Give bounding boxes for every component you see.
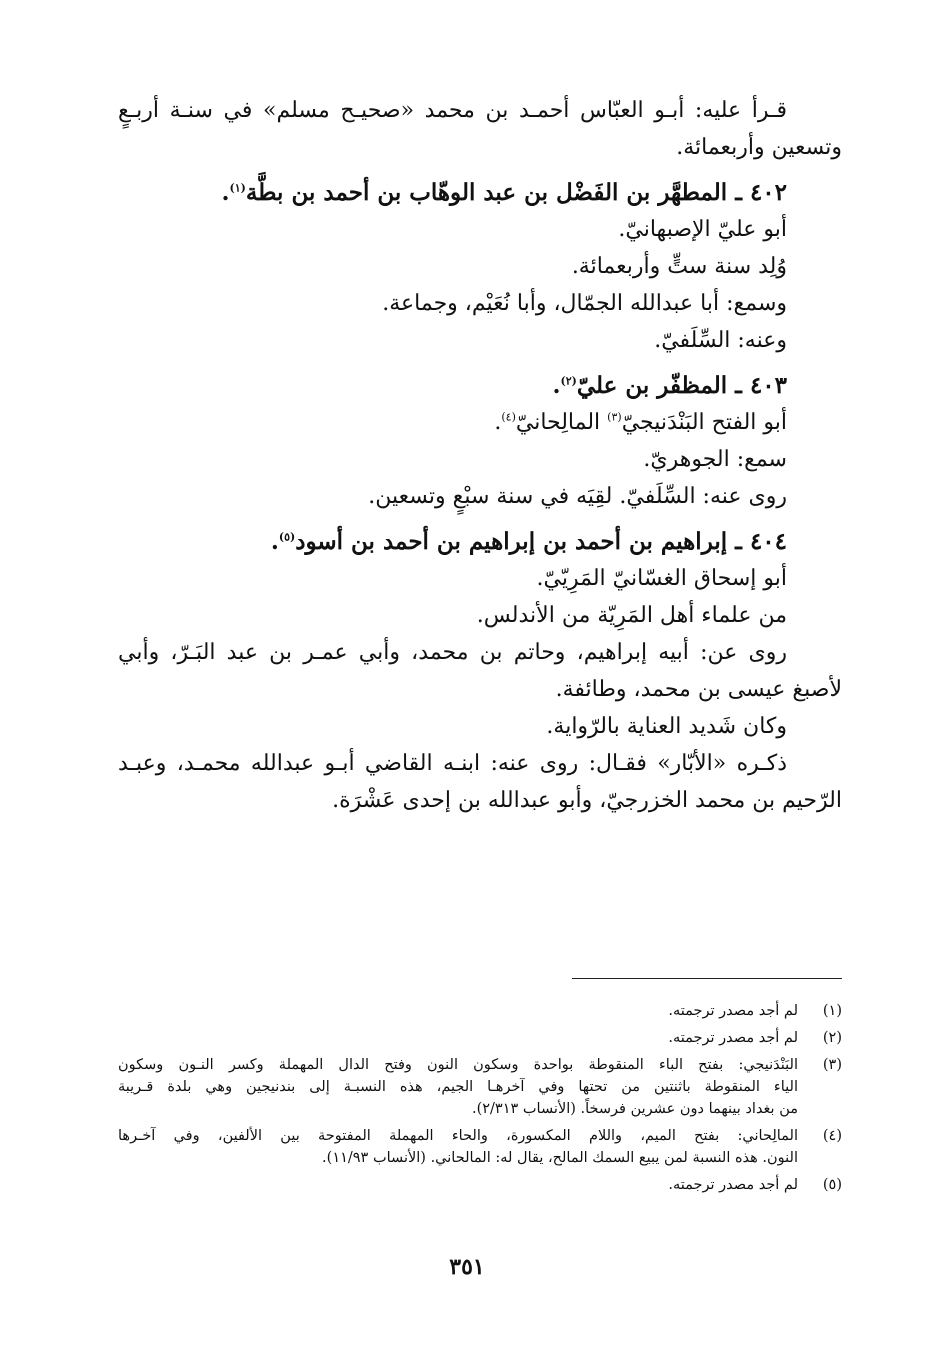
text-line: روى عن: أبيه إبراهيم، وحاتم بن محمد، وأبي عمـر بن عبد البَـرّ، وأبي xyxy=(118,640,787,665)
footnote xyxy=(118,1125,842,1169)
text-line: قـرأ عليه: أبـو العبّاس أحمـد بن محمد «صحيـح مسلم» في سنـة أربـعٍ xyxy=(118,98,787,123)
footnote-line: النون. هذه النسبة لمن يبيع السمك المالح، يقال له: المالحاني. (الأنساب ١١/٩٣). xyxy=(322,1150,798,1166)
footnote-ref: (٥) xyxy=(278,530,296,544)
footnote xyxy=(118,1174,842,1196)
main-text xyxy=(118,92,842,819)
text-line: وعنه: السِّلَفيّ. xyxy=(654,328,787,353)
text-line: أبو عليّ الإصبهانيّ. xyxy=(618,217,787,242)
entry-heading-402: ٤٠٢ ـ المطهَّر بن الفَضْل بن عبد الوهّاب بن أحمد بن بطَّة$^{(١)}$. xyxy=(221,179,787,206)
footnotes xyxy=(118,1000,842,1201)
footnote-number: (٥) xyxy=(822,1177,842,1193)
footnote xyxy=(118,1027,842,1049)
footnote-number: (٣) xyxy=(822,1057,842,1073)
text-line: الرّحيم بن محمد الخزرجيّ، وأبو عبدالله بن إحدى عَشْرَة. xyxy=(332,788,842,813)
footnote-number: (٢) xyxy=(822,1030,842,1046)
text-line: من علماء أهل المَرِيّة من الأندلس. xyxy=(476,603,787,628)
footnote-line: لم أجد مصدر ترجمته. xyxy=(668,1177,798,1193)
entry-heading-403: ٤٠٣ ـ المظفّر بن عليّ$^{(٢)}$. xyxy=(552,372,787,399)
text-line: وسمع: أبا عبدالله الجمّال، وأبا نُعَيْم، وجماعة. xyxy=(382,291,787,316)
footnote-line: الياء المنقوطة باثنتين من تحتها وفي آخرهـا الجيم، هذه النسبـة إلى بندنيجين وهي بلدة قـريبة xyxy=(118,1079,798,1095)
footnote-ref: (٢) xyxy=(560,374,577,388)
text-line: لأصبغ عيسى بن محمد، وطائفة. xyxy=(555,677,842,702)
page-number: ٣٥١ xyxy=(449,1254,485,1280)
footnote-ref: (١) xyxy=(229,181,246,195)
text-line: وُلِد سنة ستٍّ وأربعمائة. xyxy=(571,254,787,279)
footnote-line: من بغداد بينهما دون عشرين فرسخاً. (الأنساب ٢/٣١٣). xyxy=(471,1101,798,1117)
text-line: أبو الفتح البَنْدَنيجيّ$^{(٣)}$ المالِحانيّ$^{(٤)}$. xyxy=(494,410,787,435)
footnote-divider xyxy=(572,978,842,979)
footnote xyxy=(118,1054,842,1120)
footnote-line: لم أجد مصدر ترجمته. xyxy=(668,1030,798,1046)
text-line: روى عنه: السِّلَفيّ. لقِيَه في سنة سبْعٍ وتسعين. xyxy=(368,484,787,509)
footnote-ref: (٣) xyxy=(607,410,622,424)
footnote xyxy=(118,1000,842,1022)
text-line: سمع: الجوهريّ. xyxy=(643,447,787,472)
footnote-line: المالِحاني: بفتح الميم، واللام المكسورة، والحاء المهملة المفتوحة بين الألفين، وفي آخـرها xyxy=(118,1128,798,1144)
entry-heading-404: ٤٠٤ ـ إبراهيم بن أحمد بن إبراهيم بن أحمد بن أسود$^{(٥)}$. xyxy=(270,528,787,555)
text-line: وتسعين وأربعمائة. xyxy=(676,135,842,160)
text-line: وكان شَديد العناية بالرّواية. xyxy=(546,714,787,739)
footnote-number: (٤) xyxy=(822,1128,842,1144)
text-line: ذكـره «الأبّار» فقـال: روى عنه: ابنـه القاضي أبـو عبدالله محمـد، وعبـد xyxy=(118,751,787,776)
footnote-ref: (٤) xyxy=(501,410,516,424)
footnote-number: (١) xyxy=(822,1003,842,1019)
footnote-line: البَنْدَنيجي: بفتح الباء المنقوطة بواحدة وسكون النون وفتح الدال المهملة وكسر النـون وسكون xyxy=(118,1057,798,1073)
footnote-line: لم أجد مصدر ترجمته. xyxy=(668,1003,798,1019)
text-line: أبو إسحاق الغسّانيّ المَرِيّيّ. xyxy=(536,566,787,591)
